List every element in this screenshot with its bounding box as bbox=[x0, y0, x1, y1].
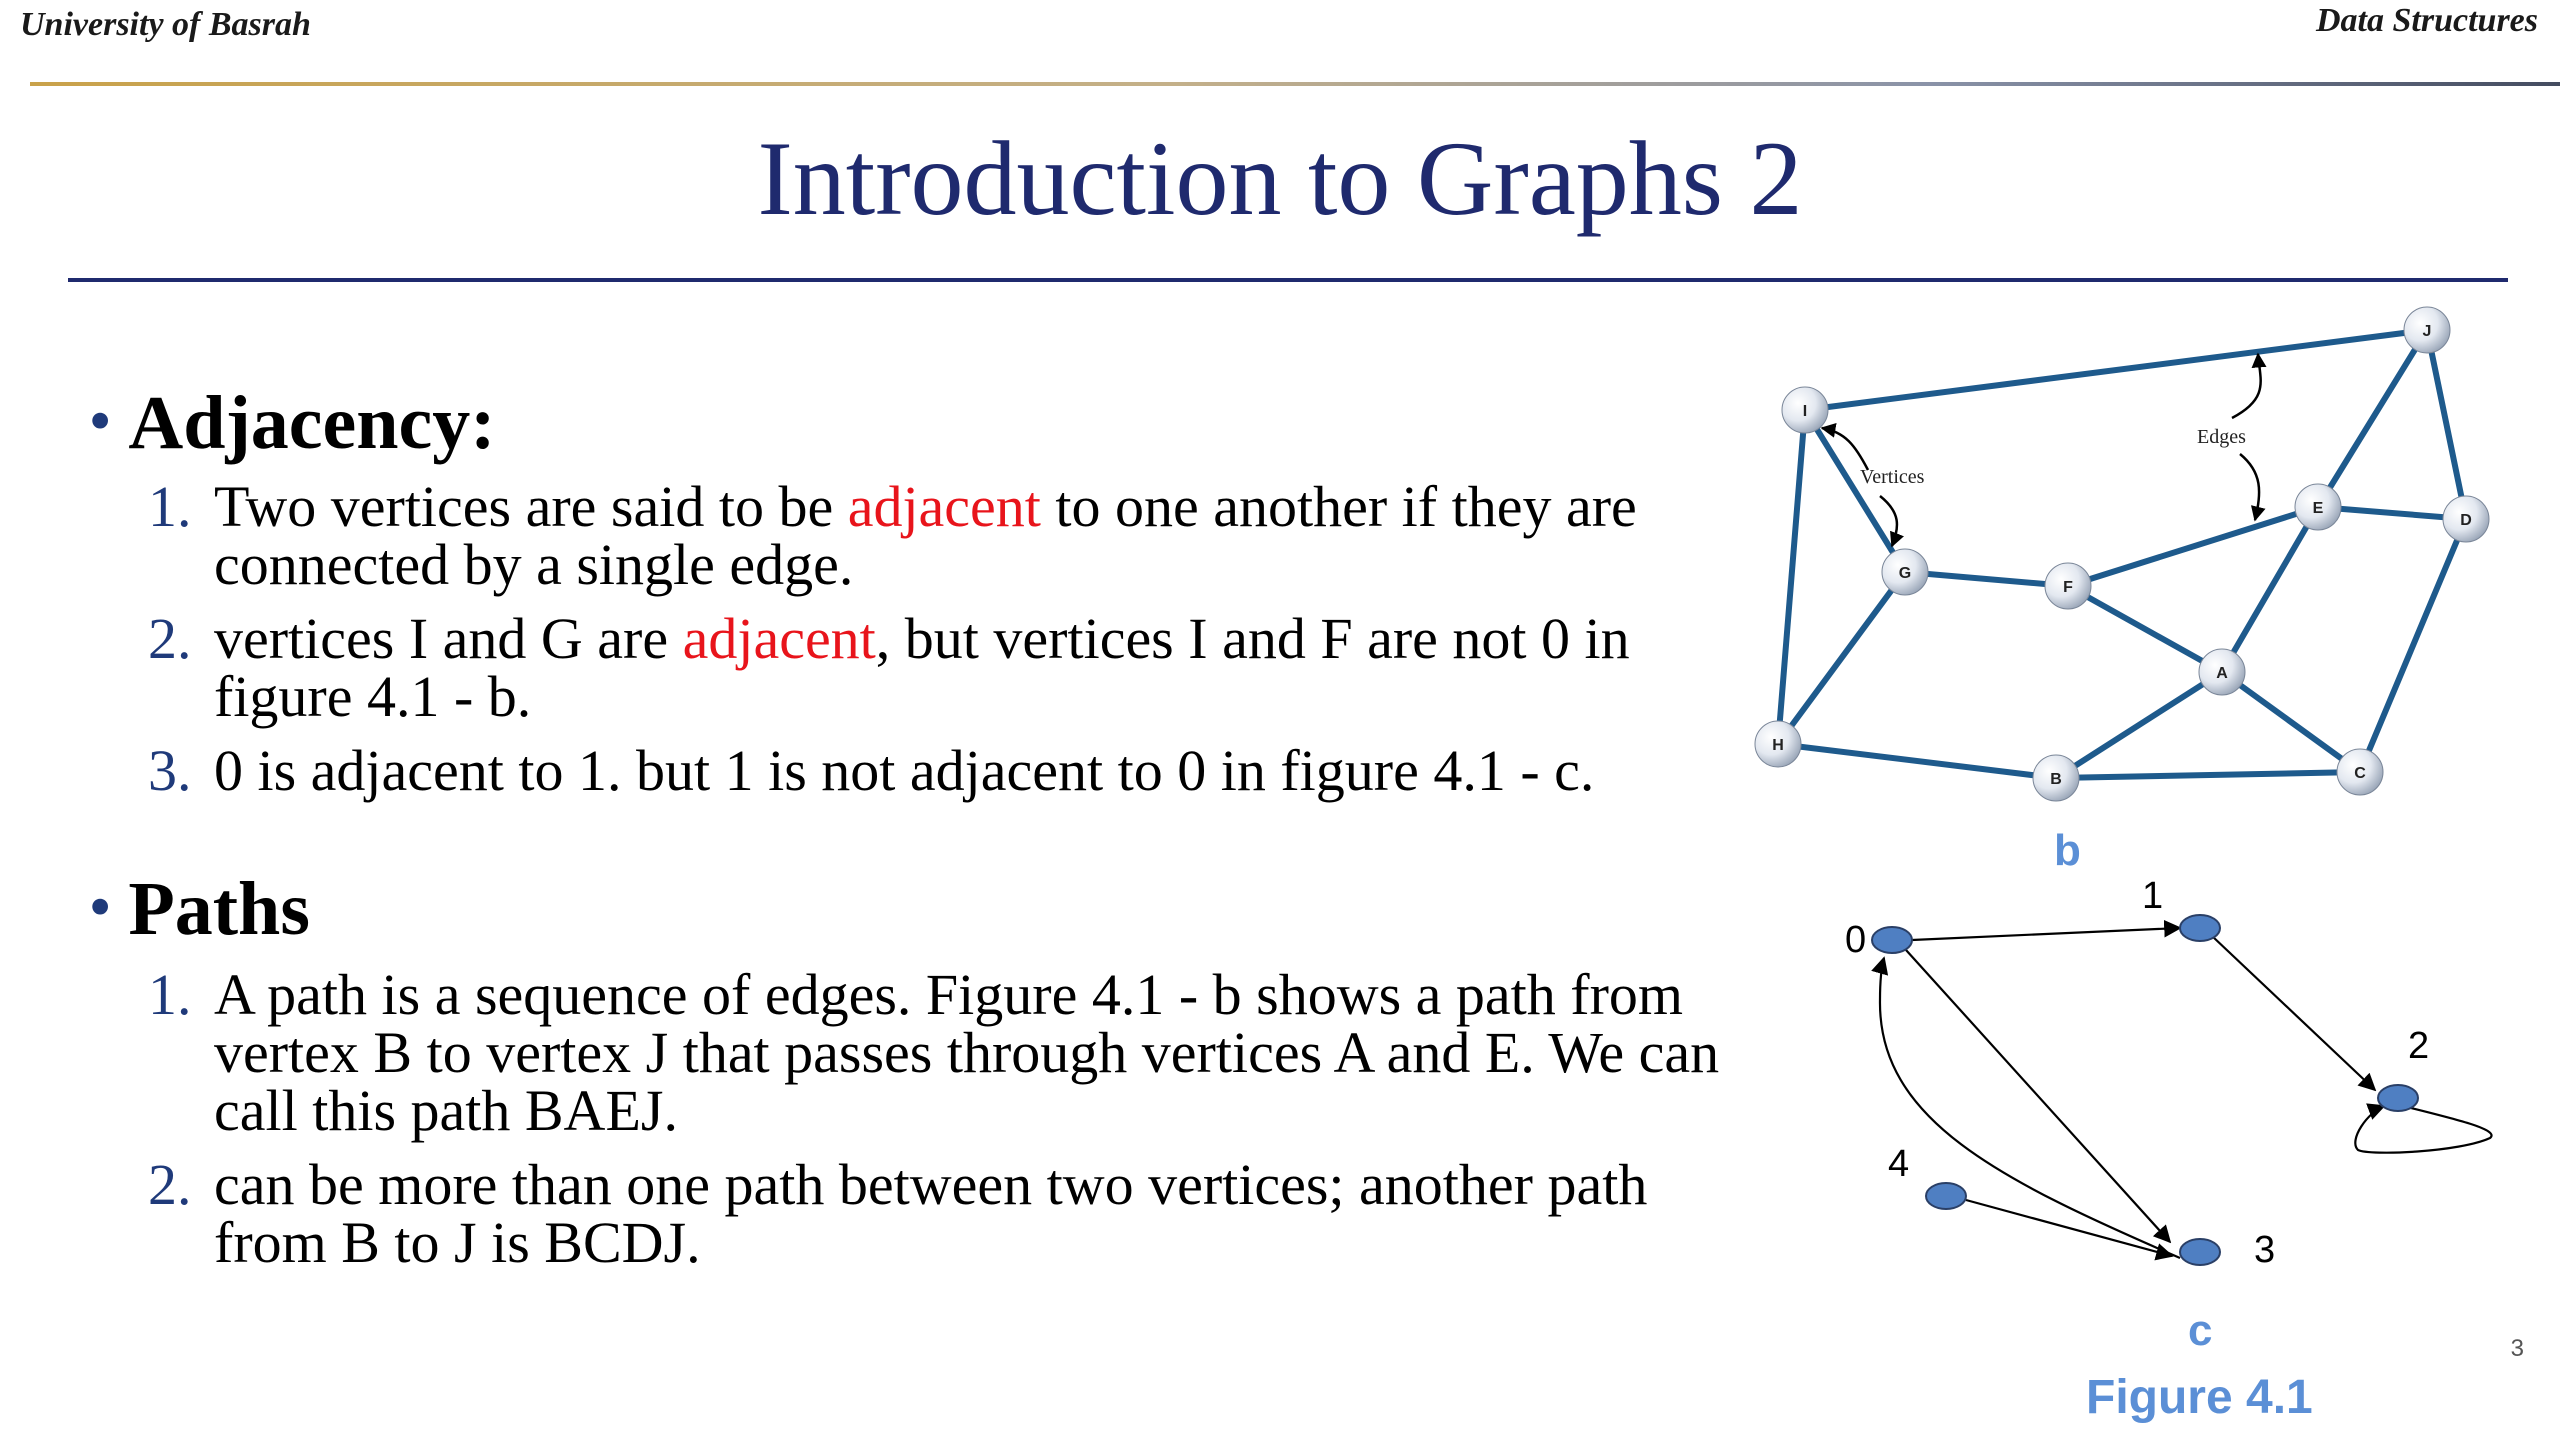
item-text: A path is a sequence of edges. Figure 4.1 - b shows a path from vertex B to vertex J that passes through vertices A and E. We can call this path BAEJ. bbox=[214, 962, 1720, 1143]
svg-text:D: D bbox=[2460, 512, 2472, 529]
highlight-term: adjacent bbox=[847, 474, 1041, 539]
vertices-annotation: Vertices bbox=[1860, 466, 1925, 488]
graph-node-e bbox=[2295, 484, 2341, 530]
svg-text:C: C bbox=[2354, 765, 2366, 782]
graph-node-c bbox=[2337, 749, 2383, 795]
node-label-2: 2 bbox=[2408, 1025, 2430, 1067]
item-number: 2. bbox=[148, 606, 192, 671]
graph-node-2 bbox=[2378, 1085, 2418, 1111]
figure-b-annotation-arrows bbox=[1822, 354, 2261, 546]
figure-c-caption: c bbox=[2188, 1306, 2213, 1355]
graph-node-1 bbox=[2180, 915, 2220, 941]
item-text: vertices I and G are adjacent, but vertices I and F are not 0 in figure 4.1 - b. bbox=[214, 606, 1630, 729]
header-course: Data Structures bbox=[2316, 2, 2538, 39]
svg-text:B: B bbox=[2050, 771, 2062, 788]
figure-caption: Figure 4.1 bbox=[2086, 1371, 2313, 1424]
header-institution: University of Basrah bbox=[20, 6, 311, 43]
graph-node-f bbox=[2045, 563, 2091, 609]
section-heading: Adjacency: bbox=[128, 381, 496, 465]
svg-text:E: E bbox=[2312, 500, 2324, 517]
item-number: 3. bbox=[148, 738, 192, 803]
graph-node-j bbox=[2404, 307, 2450, 353]
bullet-dot: • bbox=[90, 388, 111, 453]
node-label-1: 1 bbox=[2142, 875, 2164, 917]
item-number: 2. bbox=[148, 1152, 192, 1217]
edges-annotation: Edges bbox=[2197, 426, 2246, 448]
svg-text:F: F bbox=[2063, 579, 2073, 596]
svg-text:I: I bbox=[1802, 403, 1808, 420]
svg-text:H: H bbox=[1772, 737, 1784, 754]
figure-b-caption: b bbox=[2054, 826, 2081, 875]
graph-node-4 bbox=[1926, 1183, 1966, 1209]
item-text: can be more than one path between two vertices; another path from B to J is BCDJ. bbox=[214, 1152, 1648, 1275]
node-label-0: 0 bbox=[1845, 919, 1867, 961]
item-text: 0 is adjacent to 1. but 1 is not adjacent to 0 in figure 4.1 - c. bbox=[214, 738, 1595, 803]
graph-node-b bbox=[2033, 755, 2079, 801]
figure-c-labels bbox=[1845, 875, 2429, 1271]
graph-node-d bbox=[2443, 496, 2489, 542]
section-heading: Paths bbox=[128, 867, 310, 951]
graph-node-i bbox=[1782, 387, 1828, 433]
graph-node-3 bbox=[2180, 1239, 2220, 1265]
node-label-3: 3 bbox=[2254, 1229, 2276, 1271]
graph-node-a bbox=[2199, 649, 2245, 695]
bullet-dot: • bbox=[90, 874, 111, 939]
svg-text:J: J bbox=[2422, 323, 2432, 340]
page-number: 3 bbox=[2510, 1335, 2524, 1362]
highlight-term: adjacent bbox=[682, 606, 876, 671]
graph-node-0 bbox=[1872, 927, 1912, 953]
item-number: 1. bbox=[148, 474, 192, 539]
svg-text:A: A bbox=[2216, 665, 2228, 682]
graph-node-g bbox=[1882, 549, 1928, 595]
node-label-4: 4 bbox=[1888, 1143, 1910, 1185]
figure-b-edges bbox=[1778, 330, 2466, 778]
svg-text:G: G bbox=[1898, 565, 1912, 582]
figure-c-nodes bbox=[1872, 915, 2418, 1265]
slide-title: Introduction to Graphs 2 bbox=[757, 120, 1803, 237]
graph-node-h bbox=[1755, 721, 1801, 767]
item-number: 1. bbox=[148, 962, 192, 1027]
item-text: Two vertices are said to be adjacent to one another if they are connected by a single edge. bbox=[214, 474, 1637, 597]
